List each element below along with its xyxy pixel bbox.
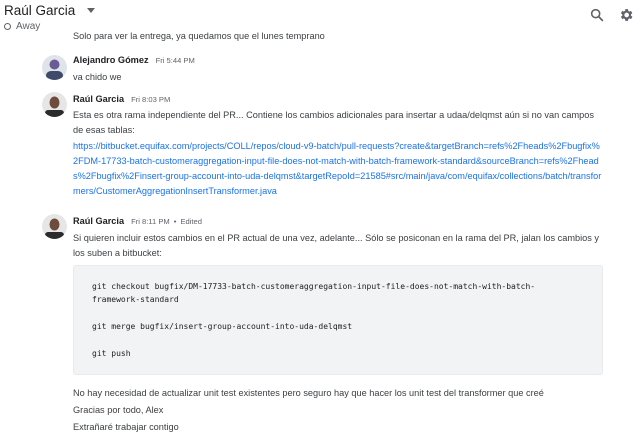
message-timestamp: Fri 8:03 PM xyxy=(131,95,171,104)
sender-name: Raúl Garcia xyxy=(73,94,125,104)
message-header xyxy=(73,94,170,104)
chat-title: Raúl Garcia xyxy=(4,3,76,18)
code-line: git merge bugfix/insert-group-account-into-uda-delqmst xyxy=(92,322,353,332)
sender-name: Raúl Garcia xyxy=(73,216,125,226)
code-line: git push xyxy=(92,349,131,358)
search-icon[interactable] xyxy=(588,6,606,24)
message-timestamp: Fri 8:11 PM xyxy=(131,217,170,226)
away-status-icon xyxy=(4,23,11,30)
presence-status xyxy=(4,21,40,32)
title-button[interactable] xyxy=(4,3,95,18)
sender-name: Alejandro Gómez xyxy=(73,55,149,65)
message-text: Extrañaré trabajar contigo xyxy=(73,422,179,432)
message-text: va chido we xyxy=(73,72,122,82)
code-line: git checkout bugfix/DM-17733-batch-customeraggregation-input-file-does-not-match-with-batch- xyxy=(92,282,536,291)
gear-icon[interactable] xyxy=(617,6,635,24)
message-header xyxy=(73,55,195,65)
message-text: Esta es otra rama independiente del PR... Contiene los cambios adicionales para insertar a udaa/delqmst aún si no van campos de esas tablas: xyxy=(73,110,594,135)
code-block xyxy=(73,265,603,375)
message-timestamp: Fri 5:44 PM xyxy=(155,56,195,65)
message-text: Si quieren incluir estos cambios en el PR actual de una vez, adelante... Sólo se posiconan en la rama del PR, jalan los cambios y los suben a bitbucket: xyxy=(73,233,600,258)
avatar[interactable] xyxy=(42,92,67,117)
message-text: Gracias por todo, Alex xyxy=(73,405,164,415)
message-text: No hay necesidad de actualizar unit test existentes pero seguro hay que hacer los unit test del transformer que creé xyxy=(73,388,544,398)
status-label: Away xyxy=(16,21,41,32)
avatar[interactable] xyxy=(42,55,67,80)
message-text: Solo para ver la entrega, ya quedamos que el lunes temprano xyxy=(73,31,325,41)
message-list[interactable] xyxy=(0,31,640,443)
pull-request-link[interactable]: https://bitbucket.equifax.com/projects/COLL/repos/cloud-v9-batch/pull-requests?create&targetBranch=refs%2Fheads%2Fbugfix%2FDM-17733-batch-customeraggregation-input-file-does-not-match-with-batch-framework-standard&sourceBranch=refs%2Fheads%2Fbugfix%2Finsert-group-account-into-uda-delqmst&targetRepoId=21585#src/main/java/com/equifax/collections/batch/transformers/CustomerAggregationInsertTransformer.java xyxy=(73,141,602,196)
avatar[interactable] xyxy=(42,214,67,239)
edited-separator: • xyxy=(173,217,177,226)
code-line xyxy=(92,307,584,320)
message-header xyxy=(73,216,202,226)
chevron-down-icon xyxy=(87,8,95,13)
edited-label: Edited xyxy=(180,217,202,226)
code-line xyxy=(92,334,584,347)
message-link-container xyxy=(73,139,603,199)
code-line: framework-standard xyxy=(92,295,179,305)
